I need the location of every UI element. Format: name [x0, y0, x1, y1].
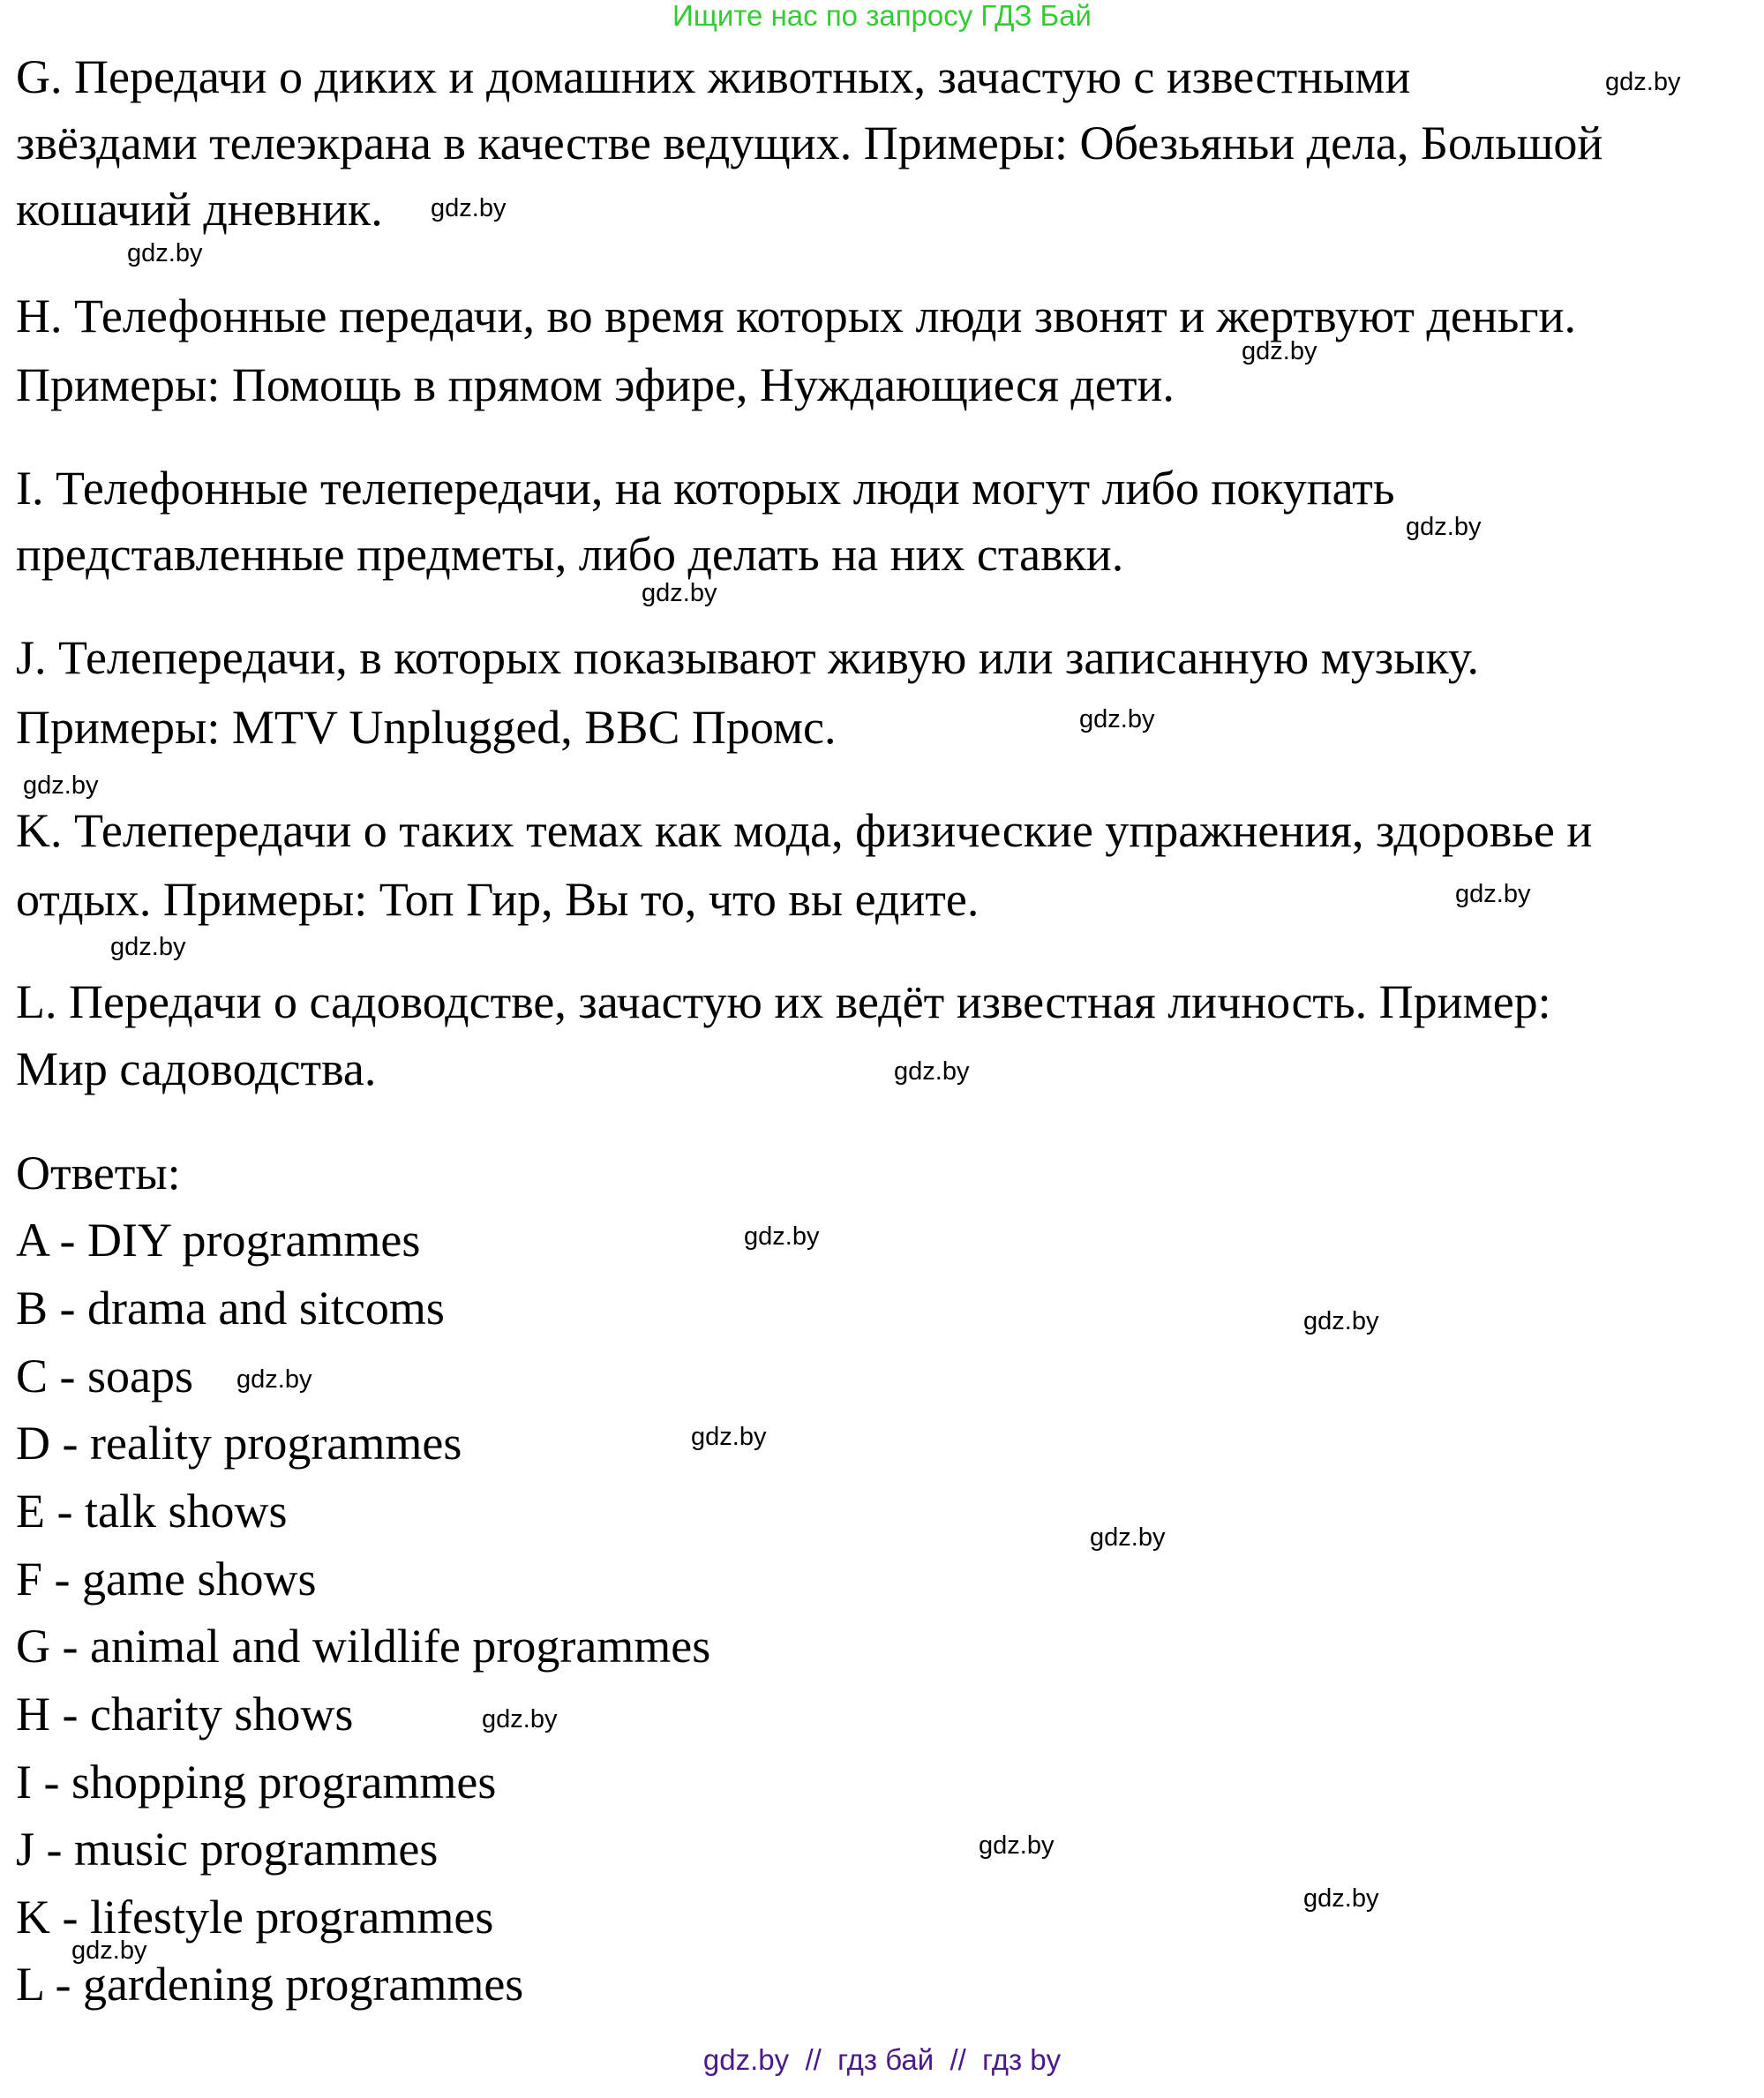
answer-item: I - shopping programmes — [16, 1756, 497, 1808]
watermark: gdz.by — [1090, 1523, 1166, 1552]
watermark: gdz.by — [1455, 880, 1531, 908]
watermark: gdz.by — [1079, 705, 1155, 733]
answer-item: A - DIY programmes — [16, 1214, 421, 1267]
watermark: gdz.by — [23, 771, 99, 800]
paragraph-l-line: L. Передачи о садоводстве, зачастую их ведёт известная личность. Пример: — [16, 975, 1551, 1028]
paragraph-g-line: G. Передачи о диких и домашних животных, зачастую с известными — [16, 50, 1411, 103]
watermark: gdz.by — [691, 1423, 767, 1451]
watermark: gdz.by — [482, 1705, 558, 1733]
answer-item: C - soaps — [16, 1350, 193, 1402]
watermark: gdz.by — [1242, 337, 1317, 365]
answer-item: E - talk shows — [16, 1485, 288, 1538]
footer-links: gdz.by // гдз бай // гдз by — [702, 2043, 1062, 2076]
paragraph-k-line: отдых. Примеры: Топ Гир, Вы то, что вы едите. — [16, 873, 980, 926]
answers-title: Ответы: — [16, 1147, 181, 1199]
answer-item: L - gardening programmes — [16, 1958, 524, 2011]
watermark: gdz.by — [127, 239, 203, 267]
paragraph-j-line: Примеры: MTV Unplugged, BBC Промс. — [16, 701, 837, 754]
answer-item: G - animal and wildlife programmes — [16, 1620, 711, 1673]
watermark: gdz.by — [431, 194, 507, 222]
watermark: gdz.by — [642, 579, 717, 607]
watermark: gdz.by — [744, 1222, 820, 1251]
answer-item: J - music programmes — [16, 1823, 439, 1876]
paragraph-i-line: представленные предметы, либо делать на них ставки. — [16, 528, 1124, 581]
answer-item: D - reality programmes — [16, 1417, 462, 1470]
answer-item: F - game shows — [16, 1553, 317, 1605]
watermark: gdz.by — [894, 1057, 970, 1086]
watermark: gdz.by — [979, 1831, 1055, 1860]
paragraph-k-line: K. Телепередачи о таких темах как мода, физические упражнения, здоровье и — [16, 804, 1593, 857]
watermark: gdz.by — [110, 933, 186, 961]
watermark: gdz.by — [1406, 513, 1482, 541]
paragraph-g-line: кошачий дневник. — [16, 183, 383, 236]
watermark: gdz.by — [236, 1365, 312, 1394]
paragraph-h-line: H. Телефонные передачи, во время которых люди звонят и жертвуют деньги. — [16, 290, 1576, 342]
answer-item: K - lifestyle programmes — [16, 1891, 494, 1944]
search-hint-banner: Ищите нас по запросу ГДЗ Бай — [672, 0, 1092, 32]
answer-item: B - drama and sitcoms — [16, 1282, 445, 1335]
paragraph-j-line: J. Телепередачи, в которых показывают живую или записанную музыку. — [16, 631, 1480, 684]
watermark: gdz.by — [1605, 68, 1681, 96]
paragraph-g-line: звёздами телеэкрана в качестве ведущих. Примеры: Обезьяньи дела, Большой — [16, 117, 1603, 169]
paragraph-l-line: Мир садоводства. — [16, 1042, 377, 1095]
watermark: gdz.by — [1303, 1307, 1379, 1335]
paragraph-h-line: Примеры: Помощь в прямом эфире, Нуждающиеся дети. — [16, 358, 1175, 411]
answer-item: H - charity shows — [16, 1688, 354, 1741]
paragraph-i-line: I. Телефонные телепередачи, на которых люди могут либо покупать — [16, 462, 1395, 515]
watermark: gdz.by — [1303, 1884, 1379, 1913]
watermark: gdz.by — [71, 1936, 147, 1965]
